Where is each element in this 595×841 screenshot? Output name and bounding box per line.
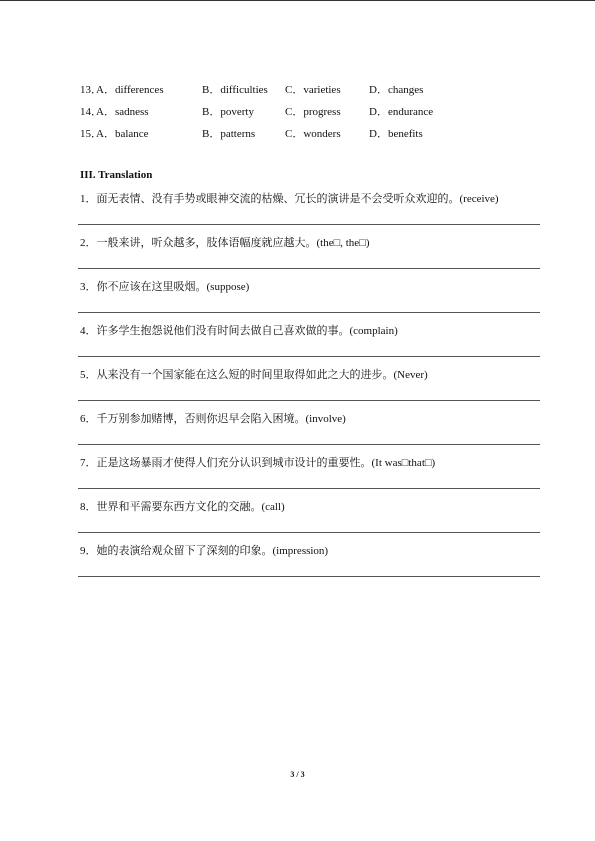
translation-item-1: 1．面无表情、没有手势或眼神交流的枯燥、冗长的演讲是不会受听众欢迎的。(receive) bbox=[80, 193, 499, 205]
answer-line-1[interactable] bbox=[78, 224, 540, 225]
answer-line-2[interactable] bbox=[78, 268, 540, 269]
mc-option-a: A．differences bbox=[96, 84, 164, 96]
page-number: 3 / 3 bbox=[290, 770, 305, 779]
top-border-line bbox=[0, 0, 595, 1]
answer-line-3[interactable] bbox=[78, 312, 540, 313]
answer-line-8[interactable] bbox=[78, 532, 540, 533]
mc-option-d: D．endurance bbox=[369, 106, 434, 118]
translation-item-2: 2．一般来讲，听众越多，肢体语幅度就应越大。(the□, the□) bbox=[80, 237, 370, 249]
translation-item-7: 7．正是这场暴雨才使得人们充分认识到城市设计的重要性。(It was□that□) bbox=[80, 457, 436, 469]
mc-option-d: D．changes bbox=[369, 84, 424, 96]
mc-option-b: B．patterns bbox=[202, 128, 256, 140]
mc-option-b: B．difficulties bbox=[202, 84, 268, 96]
translation-item-8: 8．世界和平需要东西方文化的交融。(call) bbox=[80, 501, 285, 513]
mc-option-d: D．benefits bbox=[369, 128, 423, 140]
mc-option-c: C．varieties bbox=[285, 84, 341, 96]
answer-line-4[interactable] bbox=[78, 356, 540, 357]
mc-option-a: A．balance bbox=[96, 128, 149, 140]
answer-line-5[interactable] bbox=[78, 400, 540, 401]
mc-option-b: B．poverty bbox=[202, 106, 254, 118]
mc-option-a: A．sadness bbox=[96, 106, 149, 118]
mc-option-c: C．progress bbox=[285, 106, 341, 118]
translation-item-6: 6．千万别参加赌博，否则你迟早会陷入困境。(involve) bbox=[80, 413, 346, 425]
mc-option-c: C．wonders bbox=[285, 128, 341, 140]
translation-item-5: 5．从来没有一个国家能在这么短的时间里取得如此之大的进步。(Never) bbox=[80, 369, 428, 381]
section-heading: III. Translation bbox=[80, 169, 153, 181]
answer-line-6[interactable] bbox=[78, 444, 540, 445]
translation-item-4: 4．许多学生抱怨说他们没有时间去做自己喜欢做的事。(complain) bbox=[80, 325, 398, 337]
mc-number: 13． bbox=[80, 84, 102, 96]
answer-line-7[interactable] bbox=[78, 488, 540, 489]
mc-number: 15． bbox=[80, 128, 102, 140]
translation-item-3: 3．你不应该在这里吸烟。(suppose) bbox=[80, 281, 250, 293]
answer-line-9[interactable] bbox=[78, 576, 540, 577]
translation-item-9: 9．她的表演给观众留下了深刻的印象。(impression) bbox=[80, 545, 329, 557]
mc-number: 14． bbox=[80, 106, 102, 118]
